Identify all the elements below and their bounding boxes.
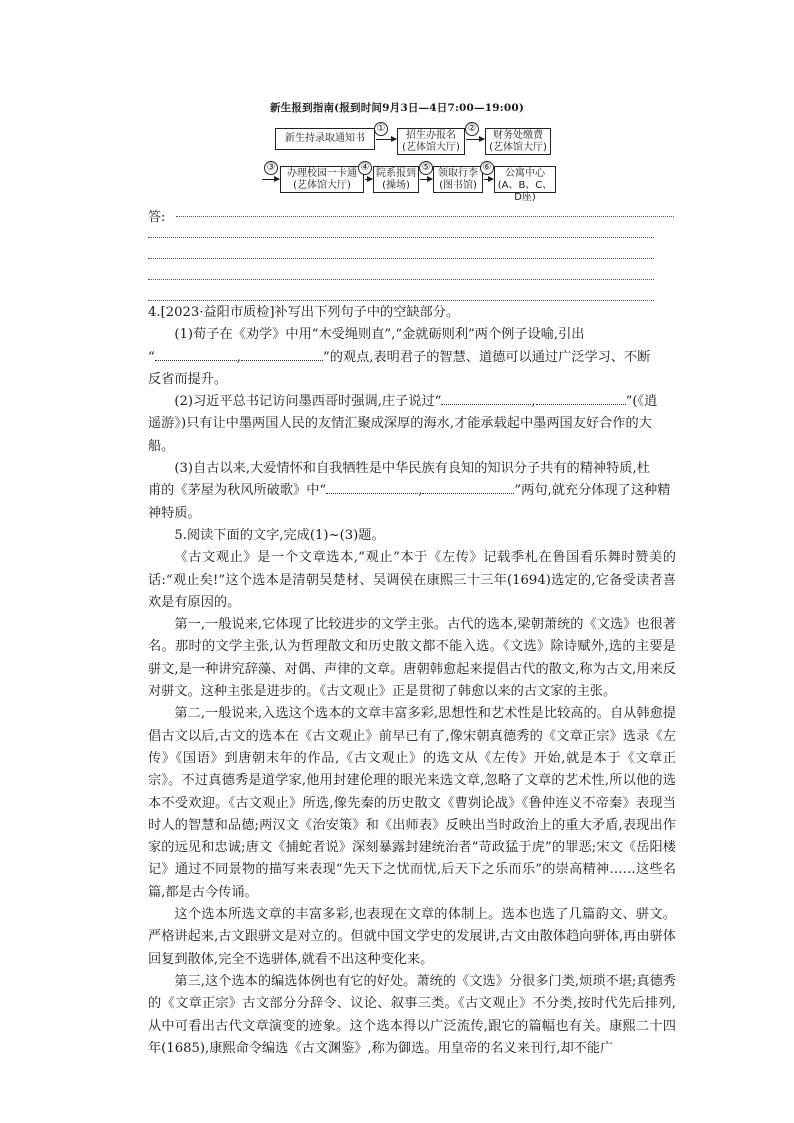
arrow-3 (262, 179, 279, 180)
question-4-stem: 4.[2023·益阳市质检]补写出下列句子中的空缺部分。 (148, 305, 460, 320)
fill-blank[interactable] (155, 348, 237, 361)
q4-item-3-line-1: (3)自古以来,大爱情怀和自我牺牲是中华民族有良知的知识分子共有的精神特质,杜 (174, 461, 650, 477)
passage-paragraph-5: 第三,这个选本的编选体例也有它的好处。萧统的《文选》分很多门类,烦琐不堪;真德秀的《文章正宗》古文部分分辞令、议论、叙事三类。《古文观止》不分类,按时代先后排列,从中可看出古代文章演变的迹象。这个选本得以广泛流传,跟它的篇幅也有关。康熙二十四年(1685),康熙命令编选《古文渊鉴》,称为御选。用皇帝的名义来刊行,却不能广 (148, 973, 676, 1056)
flow-box-7: 公寓中心 (A、B、C、D座) (494, 166, 556, 193)
question-4 (148, 302, 676, 1060)
passage-paragraph-3: 第二,一般说来,入选这个选本的文章丰富多彩,思想性和艺术性是比较高的。自从韩愈提倡古文以后,古文的选本在《古文观止》前早已有了,像宋朝真德秀的《文章正宗》选录《左传》《国语》到唐朝末年的作品,《古文观止》的选文从《左传》开始,就是本于《文章正宗》。不过真德秀是道学家,他用封建伦理的眼光来选文章,忽略了文章的艺术性,所以他的选本不受欢迎。《古文观止》所选,像先秦的历史散文《曹刿论战》《鲁仲连义不帝秦》表现当时人的智慧和品德;两汉文《治安策》和《出师表》反映出当时政治上的重大矛盾,表现出作家的远见和忠诚;唐文《捕蛇者说》深刻暴露封建统治者“苛政猛于虎”的罪恶;宋文《岳阳楼记》通过不同景物的描写来表现“先天下之忧而忧,后天下之乐而乐”的崇高精神……这些名篇,都是古今传诵。 (148, 706, 676, 900)
passage-paragraph-1: 《古文观止》是一个文章选本,“观止”本于《左传》记载季札在鲁国看乐舞时赞美的话:“观止矣!”这个选本是清朝吴楚材、吴调侯在康熙三十三年(1694)选定的,它备受读者喜欢是有原因的。 (148, 550, 676, 610)
answer-line-2[interactable] (148, 237, 654, 238)
passage-paragraph-2: 第一,一般说来,它体现了比较进步的文学主张。古代的选本,梁朝萧统的《文选》也很著名。那时的文学主张,认为哲理散文和历史散文都不能入选。《文选》除诗赋外,选的主要是骈文,是一种讲究辞藻、对偶、声律的文章。唐朝韩愈起来提倡古代的散文,称为古文,用来反对骈文。这种主张是进步的。《古文观止》正是贯彻了韩愈以来的古文家的主张。 (148, 617, 676, 700)
registration-flowchart (0, 0, 794, 203)
flow-box-6: 领取行李 (图书馆) (433, 166, 483, 193)
arrow-2 (466, 139, 484, 140)
step-number-5: ⑤ (419, 161, 433, 175)
step-number-4: ④ (358, 161, 372, 175)
q4-item-2-line-2: 遥游》)只有让中墨两国人民的友情汇聚成深厚的海水,才能承载起中墨两国友好合作的大 (148, 416, 652, 432)
step-number-3: ③ (264, 161, 278, 175)
q4-item-1-line-1: (1)荀子在《劝学》中用“木受绳则直”,“金就砺则利”两个例子设喻,引出 (174, 327, 585, 343)
flow-box-4: 办理校园一卡通 (艺体馆大厅) (280, 166, 364, 193)
q4-item-1-line-3: 反省而提升。 (148, 371, 228, 387)
fill-blank[interactable] (536, 392, 626, 405)
fill-blank[interactable] (441, 392, 531, 405)
arrow-4 (365, 179, 372, 180)
q4-item-2-line-3: 船。 (148, 438, 175, 454)
arrow-1 (376, 139, 396, 140)
flow-box-1: 新生持录取通知书 (275, 128, 375, 150)
answer-label: 答: (148, 210, 166, 225)
step-number-6: ⑥ (480, 161, 494, 175)
answer-line-4[interactable] (148, 279, 654, 280)
answer-line-1[interactable] (176, 216, 674, 217)
answer-line-5[interactable] (148, 300, 654, 301)
q4-item-3-line-2: 甫的《茅屋为秋风所破歌》中“ , ”两句,就充分体现了这种精 (148, 483, 671, 499)
step-number-1: ① (374, 122, 388, 136)
question-5-stem: 5.阅读下面的文字,完成(1)~(3)题。 (174, 527, 385, 543)
step-number-2: ② (465, 122, 479, 136)
fill-blank[interactable] (422, 481, 514, 494)
answer-line-3[interactable] (148, 258, 654, 259)
fill-blank[interactable] (241, 348, 323, 361)
flow-box-2: 招生办报名 (艺体馆大厅) (397, 128, 465, 155)
flow-box-5: 院系报到 (操场) (373, 166, 419, 193)
arrow-5 (420, 179, 432, 180)
q4-item-1-line-2: “ , ”的观点,表明君子的智慧、道德可以通过广泛学习、不断 (148, 349, 651, 365)
arrow-6 (484, 179, 493, 180)
q4-item-2-line-1: (2)习近平总书记访问墨西哥时强调,庄子说过“ , ”(《逍 (174, 394, 658, 410)
q4-item-3-line-3: 神特质。 (148, 505, 201, 521)
fill-blank[interactable] (326, 481, 418, 494)
flow-box-3: 财务处缴费 (艺体馆大厅) (485, 128, 551, 155)
flowchart-title: 新生报到指南(报到时间9月3日—4日7:00—19:00) (269, 102, 525, 114)
passage-paragraph-4: 这个选本所选文章的丰富多彩,也表现在文章的体制上。选本也选了几篇韵文、骈文。严格讲起来,古文跟骈文是对立的。但就中国文学史的发展讲,古文由散体趋向骈体,再由骈体回复到散体,完全不选骈体,就看不出这种变化来。 (148, 907, 676, 967)
